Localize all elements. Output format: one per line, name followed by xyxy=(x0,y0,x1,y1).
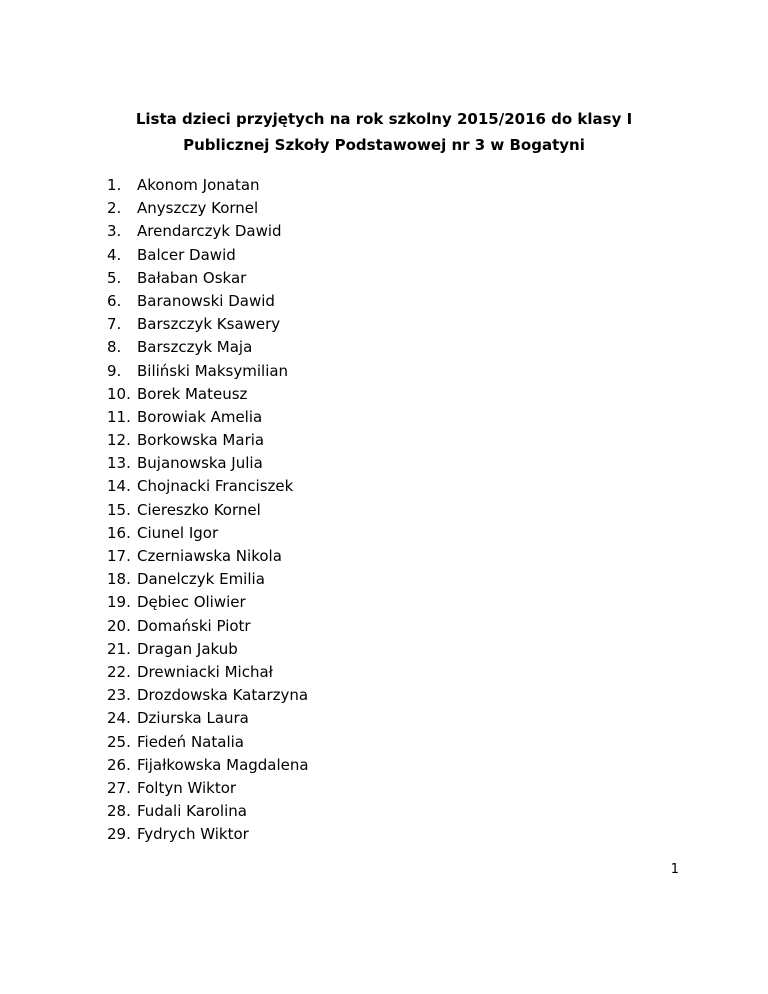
list-item xyxy=(107,638,309,661)
list-item-name: Drozdowska Katarzyna xyxy=(137,686,309,705)
list-item-name: Fudali Karolina xyxy=(137,802,247,821)
list-item xyxy=(107,823,309,846)
list-item-name: Domański Piotr xyxy=(137,616,251,635)
list-item-number: 16. xyxy=(107,523,131,542)
list-item-name: Danelczyk Emilia xyxy=(137,570,265,589)
list-item xyxy=(107,197,309,220)
list-item-number: 3. xyxy=(107,222,122,241)
list-item-number: 27. xyxy=(107,778,131,797)
list-item-number: 13. xyxy=(107,454,131,473)
list-item-number: 9. xyxy=(107,361,122,380)
list-item-name: Barszczyk Ksawery xyxy=(137,315,281,334)
list-item-number: 26. xyxy=(107,755,131,774)
list-item-number: 17. xyxy=(107,547,131,565)
list-item-name: Ciunel Igor xyxy=(137,523,219,542)
list-item-name: Biliński Maksymilian xyxy=(137,361,289,380)
list-item-name: Fiedeń Natalia xyxy=(137,732,244,751)
list-item-number: 14. xyxy=(107,477,131,496)
list-item xyxy=(107,406,309,429)
list-item-name: Balcer Dawid xyxy=(137,245,236,264)
list-item xyxy=(107,174,309,197)
list-item-number: 20. xyxy=(107,616,131,635)
list-item-name: Bałaban Oskar xyxy=(137,268,247,287)
document-title xyxy=(0,106,768,158)
list-item-name: Czerniawska Nikola xyxy=(137,547,282,565)
title-line-2: Publicznej Szkoły Podstawowej nr 3 w Bogatyni xyxy=(183,136,585,154)
list-item-number: 5. xyxy=(107,268,122,287)
list-item-number: 12. xyxy=(107,431,131,450)
list-item-number: 19. xyxy=(107,593,131,612)
list-item xyxy=(107,707,309,730)
list-item-number: 1. xyxy=(107,176,122,194)
list-item-name: Fydrych Wiktor xyxy=(137,825,249,844)
list-item-name: Fijałkowska Magdalena xyxy=(137,755,309,774)
list-item-number: 28. xyxy=(107,802,131,821)
list-item xyxy=(107,499,309,522)
list-item xyxy=(107,244,309,267)
list-item xyxy=(107,661,309,684)
list-item xyxy=(107,475,309,498)
list-item-number: 7. xyxy=(107,315,122,334)
list-item-name: Chojnacki Franciszek xyxy=(137,477,294,496)
list-item-number: 2. xyxy=(107,199,122,218)
list-item xyxy=(107,545,309,568)
list-item-name: Drewniacki Michał xyxy=(137,662,273,681)
list-item-number: 10. xyxy=(107,384,131,403)
list-item xyxy=(107,777,309,800)
list-item-name: Bujanowska Julia xyxy=(137,454,263,473)
list-item-name: Arendarczyk Dawid xyxy=(137,222,282,241)
list-item xyxy=(107,684,309,707)
list-item xyxy=(107,360,309,383)
list-item-name: Akonom Jonatan xyxy=(137,176,260,194)
admitted-children-list xyxy=(107,174,309,846)
list-item xyxy=(107,429,309,452)
list-item-number: 24. xyxy=(107,709,131,728)
list-item xyxy=(107,591,309,614)
list-item-name: Borkowska Maria xyxy=(137,431,265,450)
list-item-number: 8. xyxy=(107,338,122,357)
title-line-1: Lista dzieci przyjętych na rok szkolny 2015/2016 do klasy I xyxy=(135,110,633,128)
list-item-name: Anyszczy Kornel xyxy=(137,199,259,218)
list-item-number: 21. xyxy=(107,639,131,658)
list-item-name: Dragan Jakub xyxy=(137,639,238,658)
list-item-name: Dębiec Oliwier xyxy=(137,593,246,612)
list-item xyxy=(107,267,309,290)
list-item xyxy=(107,568,309,591)
list-item-name: Borowiak Amelia xyxy=(137,407,263,426)
list-item-number: 23. xyxy=(107,686,131,705)
list-item xyxy=(107,336,309,359)
list-item-number: 22. xyxy=(107,662,131,681)
list-item-number: 4. xyxy=(107,245,122,264)
list-item-number: 6. xyxy=(107,291,122,310)
list-item-name: Borek Mateusz xyxy=(137,384,248,403)
list-item-number: 15. xyxy=(107,500,131,519)
list-item-number: 25. xyxy=(107,732,131,751)
list-item xyxy=(107,313,309,336)
list-item xyxy=(107,290,309,313)
list-item-number: 29. xyxy=(107,825,131,844)
list-item-number: 18. xyxy=(107,570,131,589)
list-item-name: Foltyn Wiktor xyxy=(137,778,237,797)
list-item-name: Dziurska Laura xyxy=(137,709,249,728)
list-item xyxy=(107,615,309,638)
list-item xyxy=(107,522,309,545)
list-item-name: Baranowski Dawid xyxy=(137,291,275,310)
list-item xyxy=(107,800,309,823)
list-item-name: Ciereszko Kornel xyxy=(137,500,261,519)
list-item-name: Barszczyk Maja xyxy=(137,338,253,357)
list-item xyxy=(107,731,309,754)
list-item xyxy=(107,754,309,777)
page-number: 1 xyxy=(670,862,679,877)
list-item xyxy=(107,383,309,406)
list-item-number: 11. xyxy=(107,407,131,426)
list-item xyxy=(107,452,309,475)
list-item xyxy=(107,220,309,243)
